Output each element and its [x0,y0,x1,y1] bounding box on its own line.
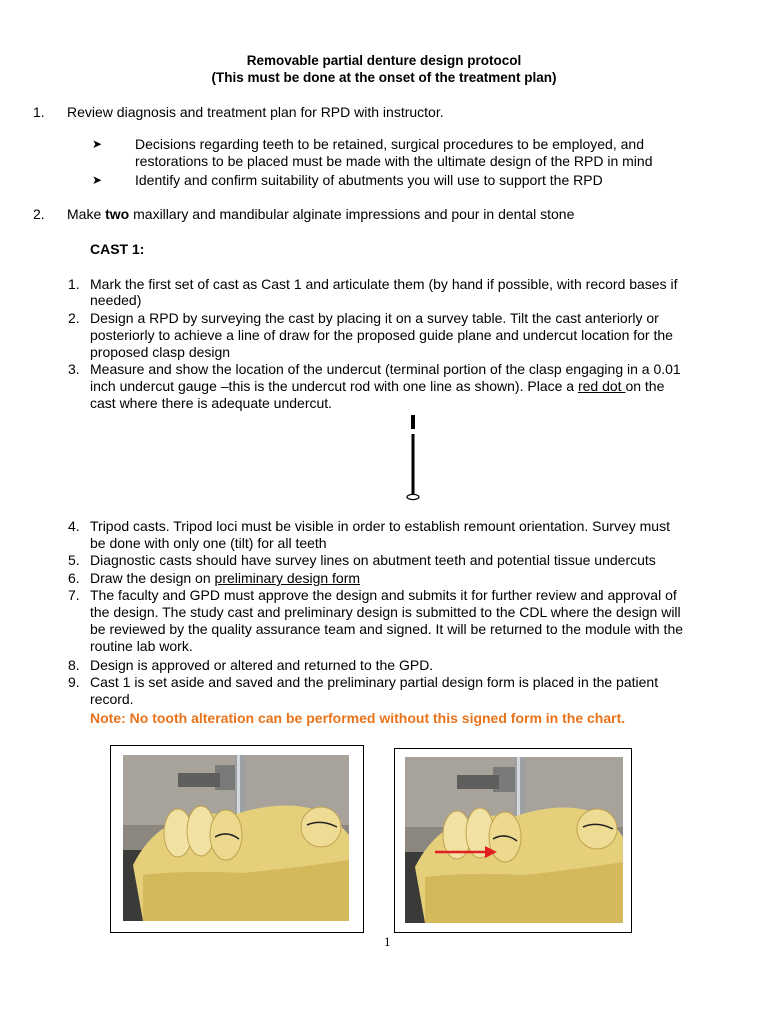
surveyor-photo-1 [110,745,364,933]
gauge-tip [407,494,419,499]
bullet-text: Identify and confirm suitability of abutments you will use to support the RPD [135,172,603,188]
item-text: cast where there is adequate undercut. [90,395,333,411]
item-number: 9. [68,674,80,690]
item-number: 1. [68,276,80,292]
item-text: record. [90,691,134,707]
item-number: 3. [68,361,80,377]
gauge-rod [412,434,415,496]
item-text: Measure and show the location of the undercut (terminal portion of the clasp engaging in a 0.01 [90,361,681,377]
page-number: 1 [384,934,391,949]
cast-with-undercut-image [405,757,623,923]
undercut-gauge-illustration [400,410,428,505]
cast-heading: CAST 1: [90,241,145,257]
step-number: 1. [33,104,45,120]
item-number: 5. [68,552,80,568]
item-text: be done with only one (tilt) for all teeth [90,535,327,551]
item-text: needed) [90,292,142,308]
document-subtitle: (This must be done at the onset of the treatment plan) [211,70,557,85]
arrow-bullet-icon: ➤ [92,137,103,151]
item-number: 6. [68,570,80,586]
item-text: inch undercut gauge –this is the undercut rod with one line as shown). Place a red dot on the [90,378,665,394]
item-text: Diagnostic casts should have survey lines on abutment teeth and potential tissue undercuts [90,552,656,568]
arrow-bullet-icon: ➤ [92,173,103,187]
item-number: 2. [68,310,80,326]
item-text: Tripod casts. Tripod loci must be visible in order to establish remount orientation. Survey must [90,518,670,534]
item-text: be reviewed by the quality assurance team and signed. It will be returned to the module with the [90,621,684,637]
item-text: Design a RPD by surveying the cast by placing it on a survey table. Tilt the cast anteriorly or [90,310,659,326]
step-text: Make two maxillary and mandibular alginate impressions and pour in dental stone [67,206,575,222]
item-number: 4. [68,518,80,534]
cast-on-surveyor-image [123,755,349,921]
item-text: proposed clasp design [90,344,231,360]
item-text: Mark the first set of cast as Cast 1 and articulate them (by hand if possible, with record bases if [90,276,678,292]
step-text: Review diagnosis and treatment plan for RPD with instructor. [67,104,444,120]
item-text: Draw the design on preliminary design form [90,570,361,586]
warning-note: Note: No tooth alteration can be performed without this signed form in the chart. [90,710,626,726]
item-text: routine lab work. [90,638,193,654]
step-number: 2. [33,206,45,222]
item-number: 8. [68,657,80,673]
item-text: the design. The study cast and preliminary design is submitted to the CDL where the design will [90,604,681,620]
document-title: Removable partial denture design protocol [246,53,522,68]
item-text: The faculty and GPD must approve the design and submits it for further review and approval of [90,587,677,603]
item-text: Design is approved or altered and returned to the GPD. [90,657,434,673]
item-text: posteriorly to achieve a line of draw for the proposed guide plane and undercut location for the [90,327,673,343]
item-number: 7. [68,587,80,603]
gauge-line-mark [411,415,415,429]
surveyor-photo-2 [394,748,632,933]
bullet-text: restorations to be placed must be made with the ultimate design of the RPD in mind [135,153,653,169]
item-text: Cast 1 is set aside and saved and the preliminary partial design form is placed in the patient [90,674,659,690]
bullet-text: Decisions regarding teeth to be retained, surgical procedures to be employed, and [135,136,644,152]
